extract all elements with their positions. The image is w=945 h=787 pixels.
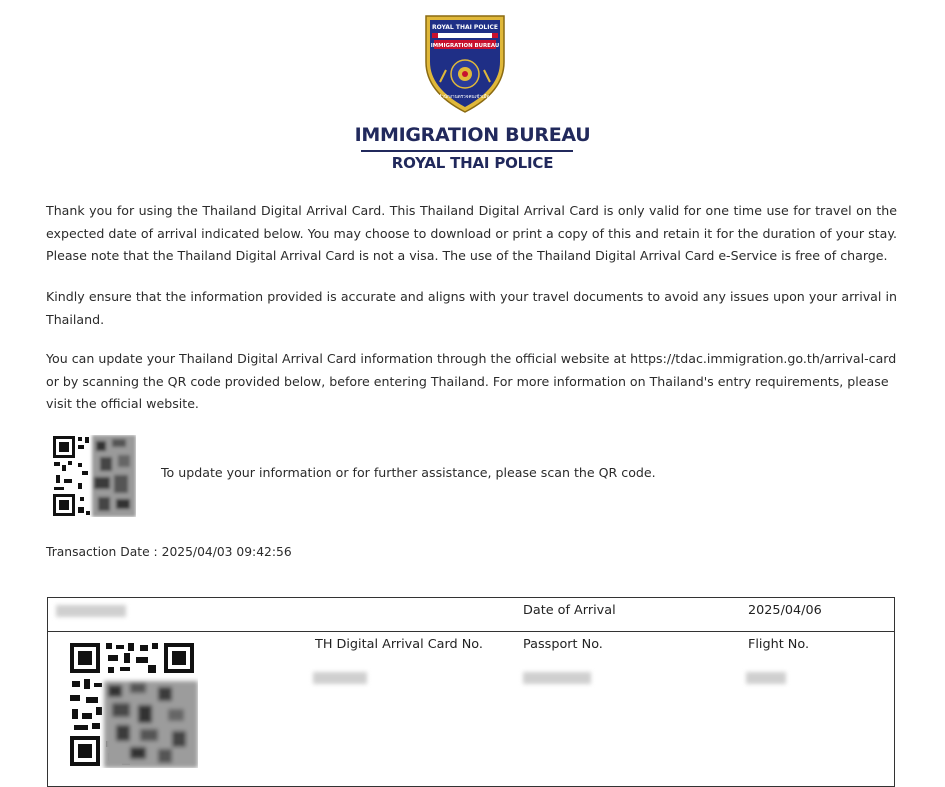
bureau-title: IMMIGRATION BUREAU [354,124,591,146]
update-qr-code-icon[interactable] [52,435,136,517]
transaction-date-label: Transaction Date : [46,545,158,559]
royal-thai-police-badge-icon [422,12,508,114]
flight-number-label: Flight No. [748,637,810,652]
date-of-arrival-value: 2025/04/06 [748,603,822,618]
traveler-name-redacted [56,605,126,617]
date-of-arrival-label: Date of Arrival [523,603,616,618]
title-divider [361,150,573,152]
arrival-card-qr-code-icon [68,641,198,768]
transaction-date-value: 2025/04/03 09:42:56 [161,545,292,559]
badge-band-text: IMMIGRATION BUREAU [430,43,500,49]
qr-instruction-text: To update your information or for further assistance, please scan the QR code. [161,465,656,480]
tdac-number-label: TH Digital Arrival Card No. [315,637,483,652]
card-row-divider [48,631,894,632]
intro-paragraph-3: You can update your Thailand Digital Arrival Card information through the official website at https://tdac.immigration.go.th/arrival-card or by scanning the QR code provided below, before entering Thailand. For more information on Thailand's entry requirements, please visit the official website. [46,351,897,412]
badge-top-text: ROYAL THAI POLICE [432,24,498,31]
badge-bottom-text: สำนักงานตรวจคนเข้าเมือง [438,95,492,100]
passport-number-label: Passport No. [523,637,603,652]
intro-paragraph-2: Kindly ensure that the information provided is accurate and aligns with your travel documents to avoid any issues upon your arrival in Thailand. [46,289,897,327]
bureau-subtitle: ROYAL THAI POLICE [391,154,554,172]
flight-number-redacted [746,672,786,684]
intro-paragraph-1: Thank you for using the Thailand Digital Arrival Card. This Thailand Digital Arrival Card is only valid for one time use for travel on the expected date of arrival indicated below. You may choose to download or print a copy of this and retain it for the duration of your stay. Please note that the Thailand Digital Arrival Card is not a visa. The use of the Thailand Digital Arrival Card e-Service is free of charge. [46,203,897,264]
tdac-number-redacted [313,672,367,684]
transaction-date [46,545,292,559]
arrival-card-table [47,597,895,787]
passport-number-redacted [523,672,591,684]
